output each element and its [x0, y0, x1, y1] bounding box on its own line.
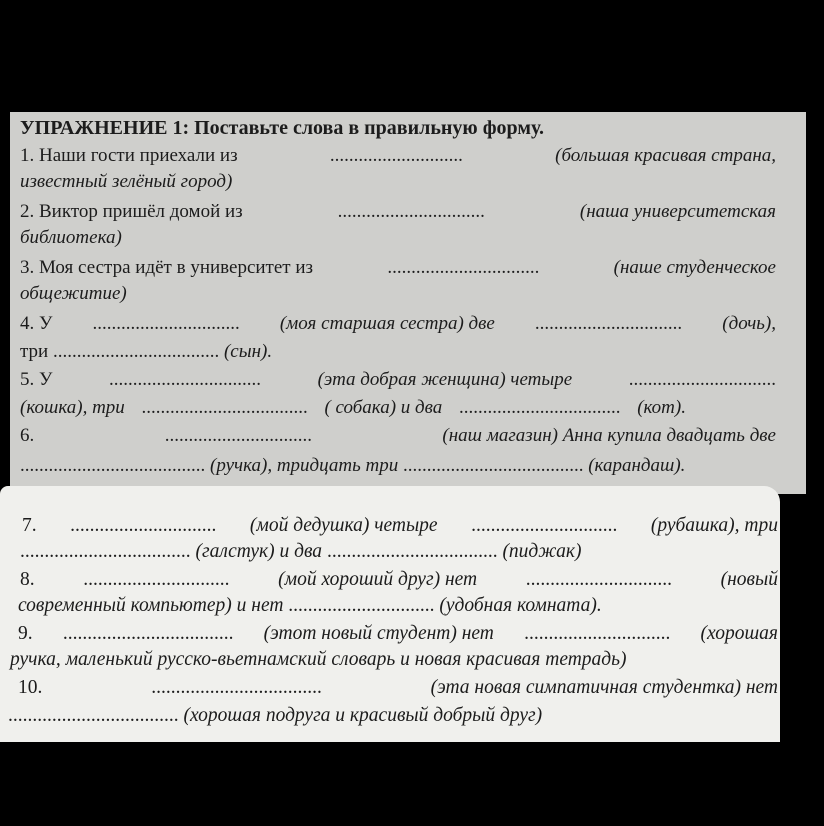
- exercise-6-blank-3: ......................................: [402, 455, 584, 476]
- exercise-1-text: 1. Наши гости приехали из: [20, 145, 238, 166]
- exercise-7-text: 7.: [22, 515, 37, 536]
- exercise-5-hint-2: (кошка), три: [20, 397, 125, 418]
- exercise-4-blank-2: ...............................: [534, 313, 683, 334]
- exercise-7-blank-1: ..............................: [70, 515, 217, 536]
- exercise-1-hint: (большая красивая страна,: [555, 145, 776, 166]
- exercise-7-hint-2: (рубашка), три: [650, 515, 778, 536]
- exercise-8-hint-2: (новый: [720, 569, 778, 590]
- exercise-6-text: 6.: [20, 425, 35, 446]
- exercise-4-line-1: [20, 312, 776, 336]
- exercise-8-hint-4: (удобная комната).: [439, 595, 602, 616]
- exercise-9-blank-1: ...................................: [62, 623, 234, 644]
- exercise-8-line-1: [20, 568, 778, 592]
- exercise-4-hint-3: (сын).: [223, 341, 273, 362]
- exercise-2-hint-cont: библиотека): [20, 227, 122, 248]
- exercise-5-hint-1: (эта добрая женщина) четыре: [317, 369, 573, 390]
- exercise-8-hint-1: (мой хороший друг) нет: [278, 569, 478, 590]
- exercise-2-line-1: [20, 200, 776, 224]
- exercise-6-hint-1: (наш магазин) Анна купила двадцать две: [442, 425, 776, 446]
- exercise-9-hint-1: (этот новый студент) нет: [263, 623, 494, 644]
- exercise-10-blank-1: ...................................: [151, 677, 322, 698]
- exercise-5-text: 5. У: [20, 369, 53, 390]
- exercise-9-line-2: ручка, маленький русско-вьетнамский словарь и новая красивая тетрадь): [10, 649, 627, 670]
- exercise-9-text: 9.: [18, 623, 33, 644]
- exercise-1-hint-cont: известный зелёный город): [20, 171, 233, 192]
- exercise-6-line-2: [20, 454, 806, 478]
- exercise-8-blank-3: ..............................: [288, 595, 435, 616]
- exercise-7-blank-3: ...................................: [20, 541, 191, 562]
- exercise-2-text: 2. Виктор пришёл домой из: [20, 201, 243, 222]
- exercise-10-hint-2: (хорошая подруга и красивый добрый друг): [183, 705, 543, 726]
- exercise-6-blank-2: .......................................: [20, 455, 206, 476]
- exercise-3-hint-cont: общежитие): [20, 283, 127, 304]
- exercise-9-hint-2: (хорошая: [700, 623, 778, 644]
- exercise-7-hint-3: (галстук) и два: [195, 541, 323, 562]
- exercise-10-text: 10.: [18, 677, 43, 698]
- exercise-7-blank-2: ..............................: [471, 515, 618, 536]
- exercise-2-blank: ...............................: [337, 201, 485, 222]
- exercise-4-text: 4. У: [20, 313, 53, 334]
- exercise-4-blank-1: ...............................: [92, 313, 240, 334]
- exercise-1-blank: ............................: [329, 145, 463, 166]
- exercise-10-blank-2: ...................................: [8, 705, 179, 726]
- exercise-5-blank-2: ...............................: [628, 369, 776, 390]
- exercise-8-blank-2: ..............................: [525, 569, 672, 590]
- exercise-9-blank-2: ..............................: [524, 623, 671, 644]
- exercise-9-line-1: [18, 622, 778, 646]
- exercise-10-line-2: [8, 704, 780, 728]
- exercise-10-line-1: [18, 676, 778, 700]
- exercise-5-hint-4: (кот).: [637, 397, 686, 418]
- exercise-5-line-1: [20, 368, 776, 392]
- exercise-4-blank-3: ...................................: [52, 341, 220, 362]
- exercise-4-hint-2: (дочь),: [722, 313, 776, 334]
- exercise-5-blank-4: ..................................: [458, 397, 621, 418]
- worksheet-lower: [0, 486, 780, 742]
- exercise-2-hint: (наша университетская: [579, 201, 776, 222]
- exercise-7-hint-4: (пиджак): [502, 541, 582, 562]
- exercise-7-line-1: [22, 514, 778, 538]
- exercise-6-hint-3: (карандаш).: [588, 455, 686, 476]
- exercise-8-text: 8.: [20, 569, 35, 590]
- exercise-3-line-1: [20, 256, 776, 280]
- exercise-3-text: 3. Моя сестра идёт в университет из: [20, 257, 314, 278]
- exercise-6-hint-2: (ручка), тридцать три: [210, 455, 399, 476]
- exercise-3-hint: (наше студенческое: [613, 257, 776, 278]
- exercise-5-blank-1: ................................: [109, 369, 262, 390]
- exercise-7-line-2: [20, 540, 780, 564]
- exercise-4-hint-1: (моя старшая сестра) две: [279, 313, 495, 334]
- exercise-6-line-1: [20, 424, 776, 448]
- exercise-7-blank-4: ...................................: [326, 541, 498, 562]
- exercise-4-line-2: [20, 340, 806, 364]
- exercise-3-blank: ................................: [387, 257, 540, 278]
- exercise-10-hint-1: (эта новая симпатичная студентка) нет: [430, 677, 778, 698]
- exercise-6-blank-1: ...............................: [164, 425, 312, 446]
- exercise-5-line-2: [20, 396, 686, 420]
- exercise-4-text-2: три: [20, 341, 49, 362]
- exercise-8-blank-1: ..............................: [83, 569, 230, 590]
- exercise-5-blank-3: ...................................: [141, 397, 308, 418]
- exercise-7-hint-1: (мой дедушка) четыре: [249, 515, 438, 536]
- exercise-1-line-1: [20, 144, 776, 168]
- worksheet-upper: [10, 112, 806, 494]
- exercise-5-hint-3: ( собака) и два: [324, 397, 443, 418]
- exercise-8-line-2: [18, 594, 780, 618]
- exercise-8-hint-3: современный компьютер) и нет: [18, 595, 284, 616]
- exercise-title: УПРАЖНЕНИЕ 1: Поставьте слова в правильную форму.: [20, 117, 544, 139]
